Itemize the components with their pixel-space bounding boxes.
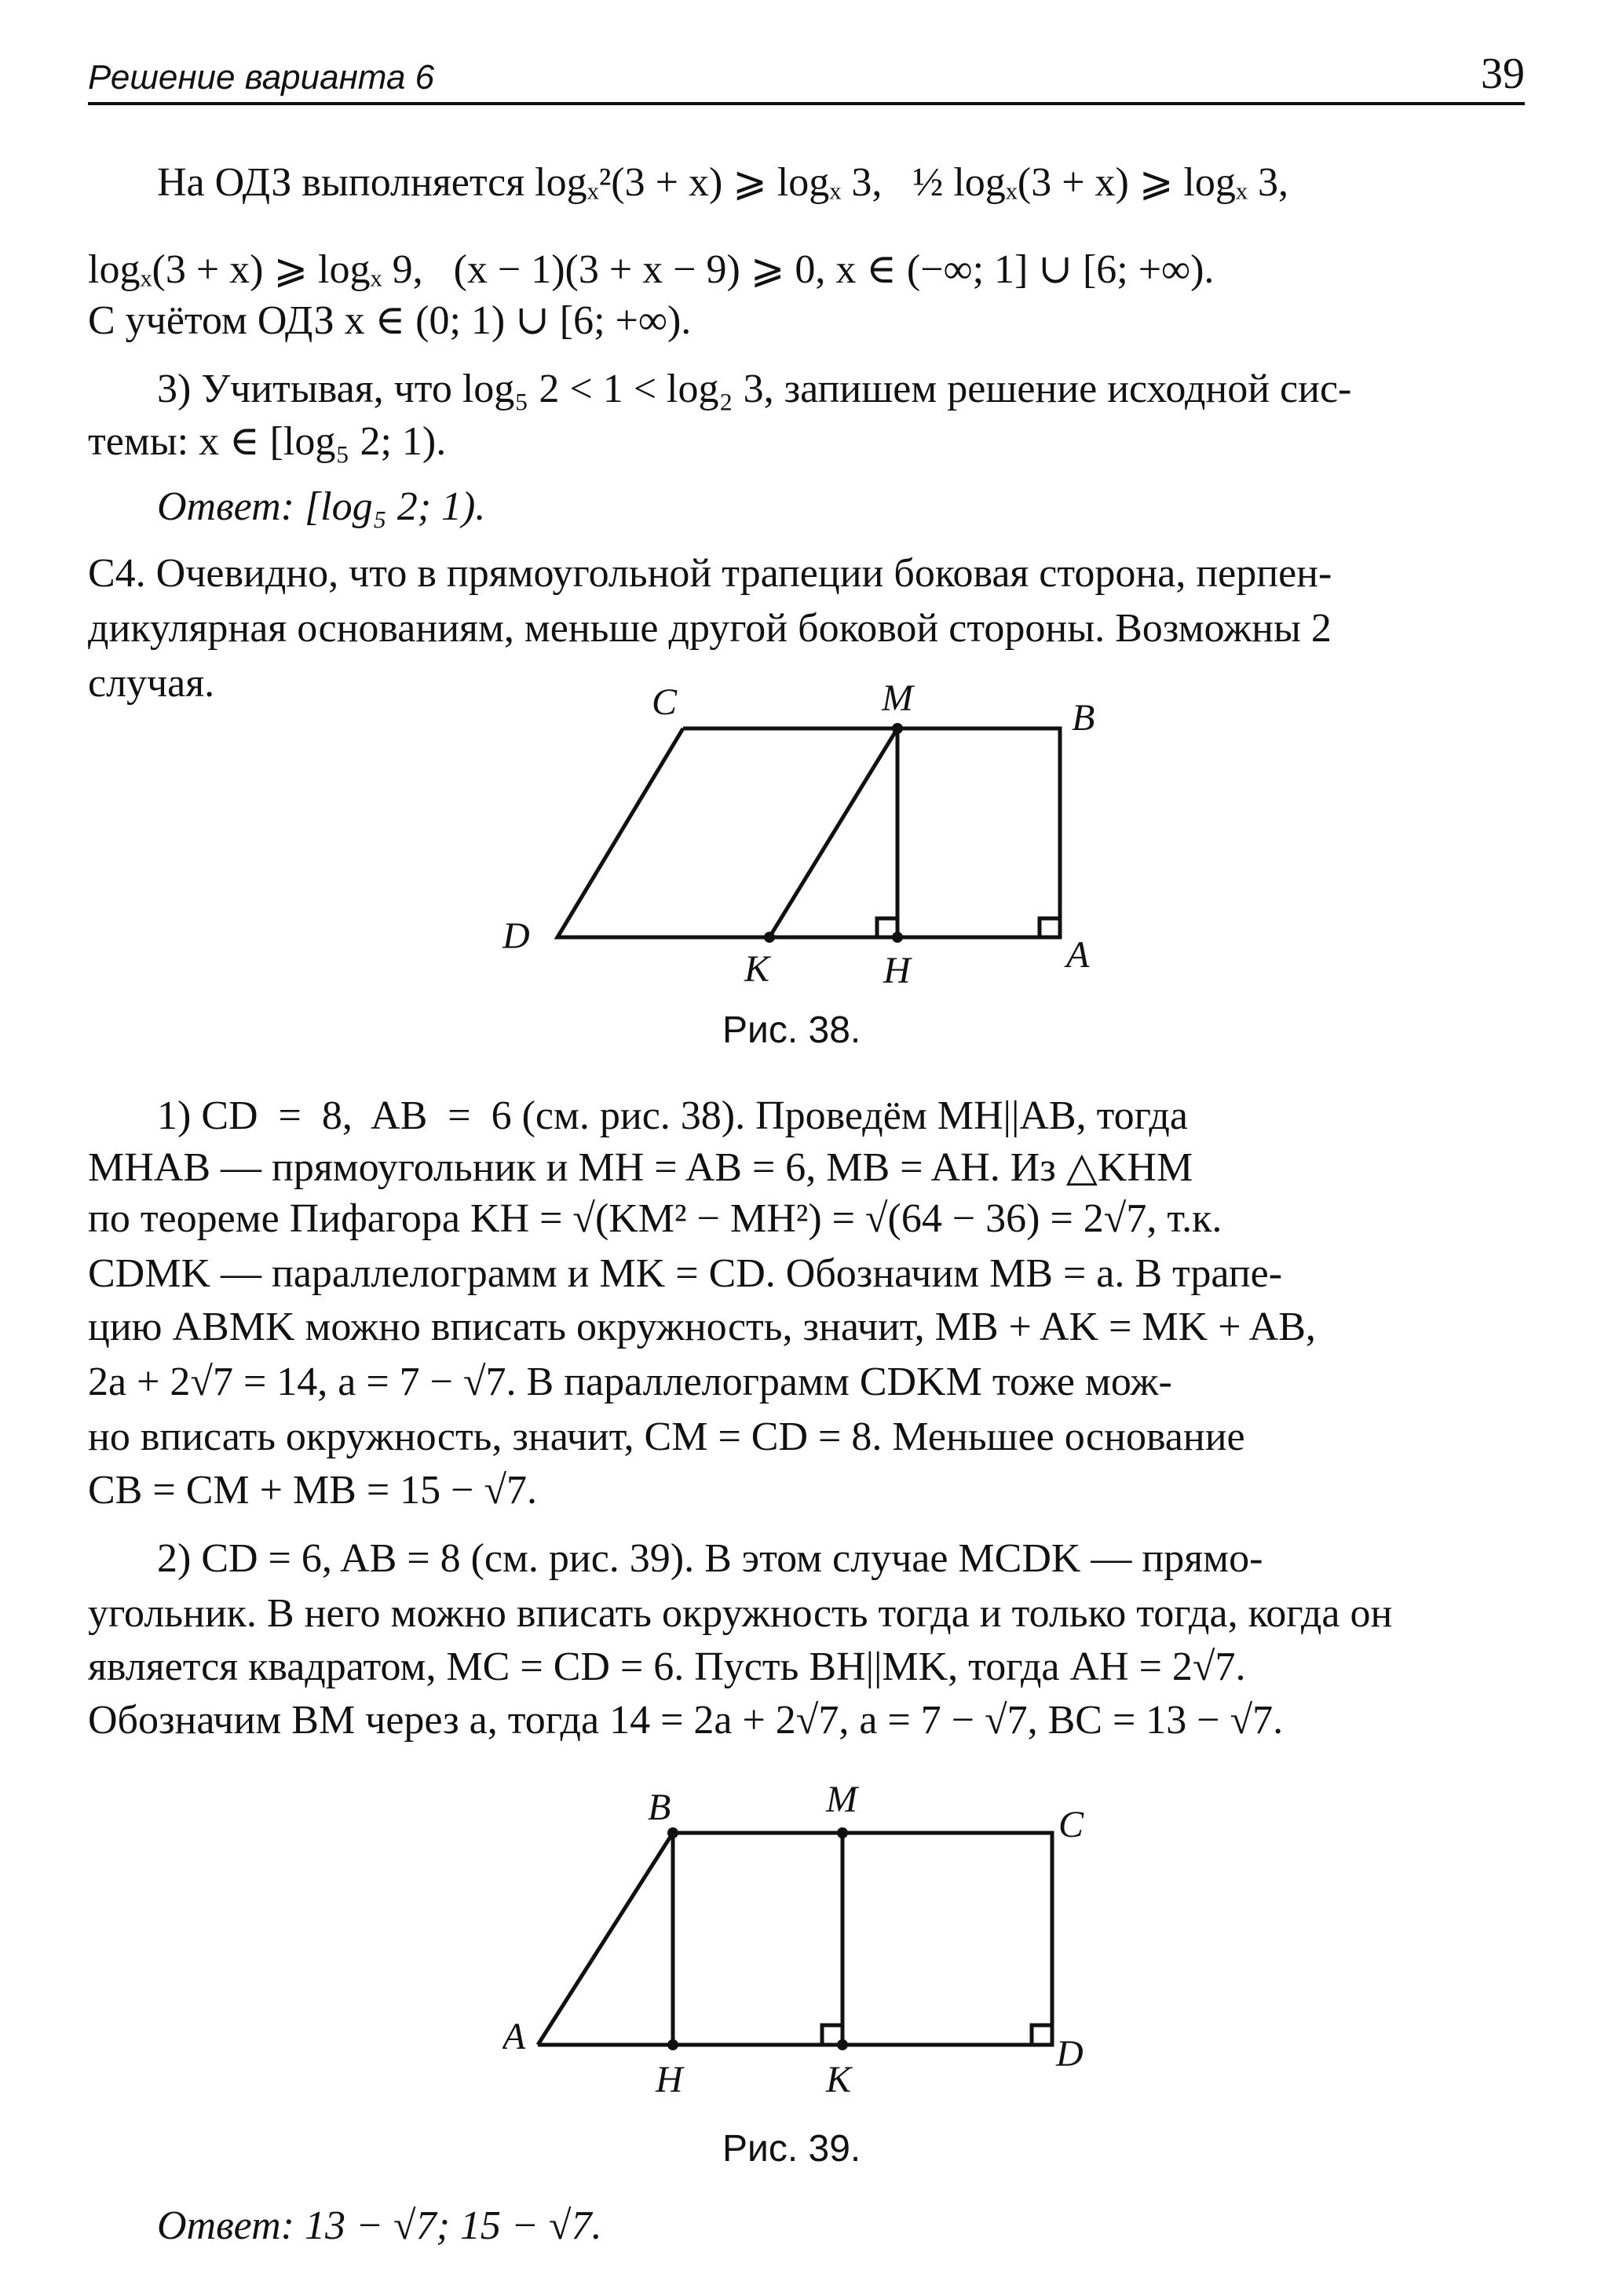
text-line: но вписать окружность, значит, CM = CD = 8. Меньшее основание bbox=[88, 1414, 1245, 1459]
point-m bbox=[837, 1827, 848, 1838]
label-d: D bbox=[502, 915, 530, 957]
trapezoid-outline bbox=[538, 1833, 1052, 2045]
text-line: темы: x ∈ [log₅ 2; 1). bbox=[88, 419, 447, 464]
text-line: 2a + 2√7 = 14, a = 7 − √7. В параллелограмм CDKM тоже мож- bbox=[88, 1360, 1172, 1404]
running-header bbox=[88, 39, 1525, 105]
text-line: цию ABMK можно вписать окружность, значит, MB + AK = MK + AB, bbox=[88, 1305, 1316, 1349]
right-angle-a bbox=[1040, 918, 1060, 937]
figure-38-caption: Рис. 38. bbox=[722, 1009, 861, 1051]
label-c: C bbox=[652, 681, 678, 723]
figure-39-caption: Рис. 39. bbox=[722, 2128, 861, 2170]
label-a: A bbox=[502, 2016, 526, 2057]
point-b bbox=[667, 1827, 678, 1838]
right-angle-d bbox=[1032, 2025, 1052, 2045]
text-line: Обозначим BM через a, тогда 14 = 2a + 2√7, a = 7 − √7, BC = 13 − √7. bbox=[88, 1698, 1284, 1743]
label-b: B bbox=[648, 1787, 671, 1828]
figure-39 bbox=[502, 1774, 1115, 2112]
text-line: является квадратом, MC = CD = 6. Пусть BH||MK, тогда AH = 2√7. bbox=[88, 1644, 1246, 1689]
text-line: На ОДЗ выполняется logₓ²(3 + x) ⩾ logₓ 3, ½ logₓ(3 + x) ⩾ logₓ 3, bbox=[157, 160, 1288, 205]
text-line: С учётом ОДЗ x ∈ (0; 1) ∪ [6; +∞). bbox=[88, 298, 692, 343]
page-number: 39 bbox=[1481, 49, 1525, 98]
text-line: дикулярная основаниям, меньше другой боковой стороны. Возможны 2 bbox=[88, 606, 1332, 651]
point-h bbox=[892, 932, 903, 943]
trapezoid-outline bbox=[557, 728, 1060, 937]
text-line: MHAB — прямоугольник и MH = AB = 6, MB = AH. Из △KHM bbox=[88, 1145, 1193, 1190]
text-line: CDMK — параллелограмм и MK = CD. Обозначим MB = a. В трапе- bbox=[88, 1251, 1283, 1296]
text-line: случая. bbox=[88, 661, 215, 706]
point-k bbox=[764, 932, 775, 943]
text-line: CB = CM + MB = 15 − √7. bbox=[88, 1468, 538, 1513]
text-line: угольник. В него можно вписать окружность тогда и только тогда, когда он bbox=[88, 1591, 1393, 1636]
label-m: M bbox=[826, 1779, 857, 1820]
text-line: по теореме Пифагора KH = √(KM² − MH²) = √(64 − 36) = 2√7, т.к. bbox=[88, 1196, 1222, 1241]
label-k: K bbox=[744, 948, 770, 989]
point-m bbox=[892, 723, 903, 734]
label-a: A bbox=[1066, 934, 1090, 976]
text-line: 2) CD = 6, AB = 8 (см. рис. 39). В этом случае MCDK — прямо- bbox=[157, 1536, 1263, 1581]
label-h: H bbox=[883, 950, 911, 989]
segment-mk bbox=[769, 728, 897, 937]
text-line: 3) Учитывая, что log₅ 2 < 1 < log₂ 3, запишем решение исходной сис- bbox=[157, 367, 1352, 411]
text-line: logₓ(3 + x) ⩾ logₓ 9, (x − 1)(3 + x − 9) ⩾ 0, x ∈ (−∞; 1] ∪ [6; +∞). bbox=[88, 247, 1215, 292]
point-k bbox=[837, 2039, 848, 2050]
page bbox=[88, 39, 1525, 105]
text-line: 1) CD = 8, AB = 6 (см. рис. 38). Проведём MH||AB, тогда bbox=[157, 1093, 1188, 1138]
point-h bbox=[667, 2039, 678, 2050]
label-b: B bbox=[1072, 697, 1095, 739]
label-k: K bbox=[826, 2059, 852, 2101]
label-d: D bbox=[1056, 2033, 1084, 2075]
text-line: C4. Очевидно, что в прямоугольной трапеции боковая сторона, перпен- bbox=[88, 551, 1332, 596]
figure-38 bbox=[487, 675, 1131, 989]
answer-2: Ответ: 13 − √7; 15 − √7. bbox=[157, 2203, 602, 2248]
label-h: H bbox=[656, 2059, 683, 2101]
answer-1: Ответ: [log₅ 2; 1). bbox=[157, 484, 486, 529]
label-m: M bbox=[882, 677, 913, 719]
label-c: C bbox=[1058, 1804, 1084, 1845]
header-title: Решение варианта 6 bbox=[88, 58, 435, 97]
